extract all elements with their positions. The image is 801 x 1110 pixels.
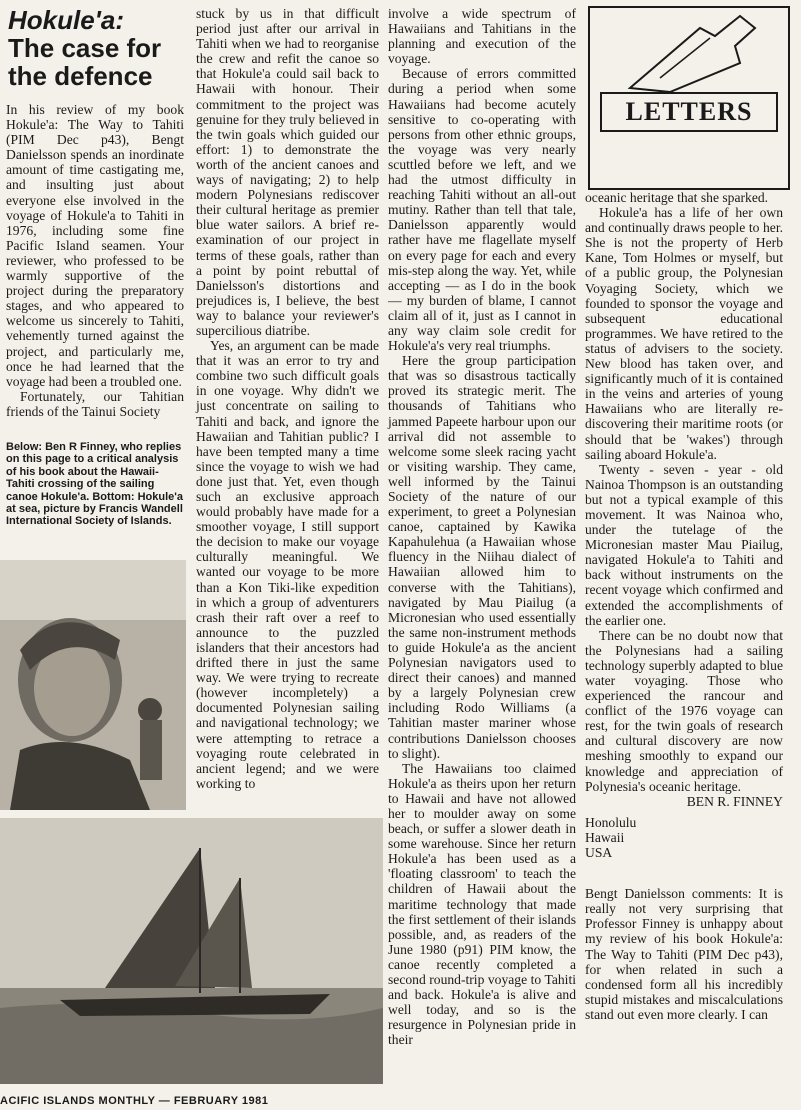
paragraph: Twenty - seven - year - old Nainoa Thompson is an outstanding but not a typical example of this movement. It was Nainoa who, under the tutelage of the Micronesian master Mau Piailug, navigated Hokule'a to Tahiti and back without instruments on the recent voyage which confirmed and extended the accomplishments of the earlier one. [585,461,783,628]
paragraph: oceanic heritage that she sparked. [585,190,769,205]
letters-label: LETTERS [600,92,778,132]
portrait-photo [0,560,186,810]
headline-line-3: the defence [8,61,153,91]
paragraph: The Hawaiians too claimed Hokule'a as theirs upon her return to Hawaii and have not allowed her to moulder away on some beach, or suffer a slower death in some warehouse. Since her return Hokule'a has been used as a 'floating classroom' to teach the children of Hawaii about the maritime technology that made the first settlement of their islands possible, and, as readers of the June 1980 (p91) PIM know, the canoe recently completed a second round-trip voyage to Tahiti and back. Hokule'a is alive and well today, and so is the resurgence in Polynesian pride in their [388,760,576,1048]
paragraph: Because of errors committed during a period when some Hawaiians had become acutely sensitive to co-operating with persons from other ethnic groups, the voyage was very nearly scuttled before we left, and we had the utmost difficulty in reaching Tahiti without an all-out mutiny. Rather than tell that tale, Danielsson apparently would rather have me flagellate myself on every page for each and every mis-step along the way. Yet, while accepting — as I do in the book — my burden of blame, I cannot claim all of it, just as I cannot in any way claim sole credit for Hokule'a's very real triumphs. [388,66,576,354]
address-line: Hawaii [585,829,625,845]
paragraph: Hokule'a has a life of her own and continually draws people to her. She is not the property of Herb Kane, Tom Holmes or myself, but of a public group, the Polynesian Voyaging Society, which we founded to sponsor the voyage and subsequent educational programmes. We have retired to the status of advisers to the society. New blood has taken over, and significantly much of it is contained in the veins and arteries of young Hawaiians who are literally re-discovering their maritime roots (or should that be 'wakes') through sailing aboard Hokule'a. [585,205,783,462]
paragraph: Here the group participation that was so disastrous tactically proved its strategic merit. The thousands of Tahitians who jammed Papeete harbour upon our arrival did not assemble to welcome some sleek racing yacht or visiting warship. They came, well informed by the Tainui Society of the nature of our experiment, to greet a Polynesian canoe, captained by Kawika Kapahulehua (a Hawaiian whose fluency in the Niihau dialect of Hawaiian allowed him to converse with the Tahitians), navigated by Mau Piailug (a Micronesian who used essentially the same non-instrument methods to guide Hokule'a as the ancient Polynesian navigators used to direct their canoes) and manned by a largely Polynesian crew including Rodo Williams (a Tahitian master mariner whose contributions Danielsson chooses to slight). [388,353,576,761]
paragraph: Yes, an argument can be made that it was an error to try and combine two such difficult goals in one voyage. Why didn't we just concentrate on sailing to Tahiti and back, and ignore the Hawaiian and Tahitian public? I have been tempted many a time since the voyage to wish we had done just that. Yet, even though such an exclusive approach would probably have made for a smoother voyage, I still support the decision to make our voyage culturally meaningful. We wanted our voyage to be more than a Kon Tiki-like expedition in which a group of adventurers crash their raft over a reef to announce to the puzzled islanders that their ancestors had drifted there in just the same way. We were trying to recreate (however incompletely) a documented Polynesian sailing and navigational technology; we were attempting to retrace a voyaging route celebrated in ancient legend; and we were working to [196,338,379,791]
page-footer: ACIFIC ISLANDS MONTHLY — FEBRUARY 1981 [0,1095,269,1107]
column-3 [388,6,576,1047]
headline [8,6,184,90]
editor-reply: Bengt Danielsson comments: It is really not very surprising that Professor Finney is unhappy about my review of his book Hokule'a: The Way to Tahiti (PIM Dec p43), for when related in such a condensed form all his incredibly stupid mistakes and miscalculations stand out even more clearly. I can [585,886,783,1022]
address-line: Honolulu [585,814,637,830]
column-2 [196,6,379,791]
column-1 [6,0,184,528]
canoe-image [0,818,383,1084]
paragraph: There can be no doubt now that the Polynesians had a sailing technology superbly adapted to blue water voyaging. Those who experienced the rancour and conflict of the 1976 voyage can rest, for the twin goals of research and cultural discovery are now meshing smoothly to expand our knowledge and appreciation of Polynesia's oceanic heritage. [585,627,783,794]
headline-line-1: Hokule'a: [8,5,124,35]
column-4 [585,190,783,1022]
portrait-image [0,560,186,810]
paragraph: stuck by us in that difficult period just after our arrival in Tahiti when we had to reorganise the crew and refit the canoe so that Hokule'a could sail back to Hawaii with honour. Their commitment to the project was genuine for they truly believed in the twin goals which guided our effort: 1) to demonstrate the worth of the ancient canoes and ways of navigating; 2) to help modern Polynesians rediscover their cultural heritage as premier blue water sailors. A brief re-examination of our project in terms of these goals, rather than a point by point rebuttal of Danielsson's distortions and prejudices is, I believe, the best way to balance your reviewer's supercilious diatribe. [196,6,379,338]
photo-caption: Below: Ben R Finney, who replies on this page to a critical analysis of his book about the Hawaii-Tahiti crossing of the sailing canoe Hokule'a. Bottom: Hokule'a at sea, picture by Francis Wandell International Society of Islands. [6,440,183,528]
signature: BEN R. FINNEY [686,793,783,809]
canoe-photo [0,818,383,1084]
paragraph: Fortunately, our Tahitian friends of the Tainui Society [6,388,184,419]
paragraph: involve a wide spectrum of Hawaiians and Tahitians in the planning and execution of the voyage. [388,6,576,67]
address-line: USA [585,845,613,861]
bottle-icon [590,8,788,92]
paragraph: In his review of my book Hokule'a: The Way to Tahiti (PIM Dec p43), Bengt Danielsson spends an inordinate amount of time castigating me, and insulting just about everyone else involved in the voyage of Hokule'a to Tahiti in 1976, including some fine Pacific Island seamen. Your reviewer, who professed to be warmly supportive of the project during the preparatory stages, and who appeared to welcome us sincerely to Tahiti, vehemently turned against the project, and particularly me, once he had learned that the voyage had been a troubled one. [6,102,184,389]
letters-logo-box [588,6,790,190]
headline-line-2: The case for [8,33,162,63]
